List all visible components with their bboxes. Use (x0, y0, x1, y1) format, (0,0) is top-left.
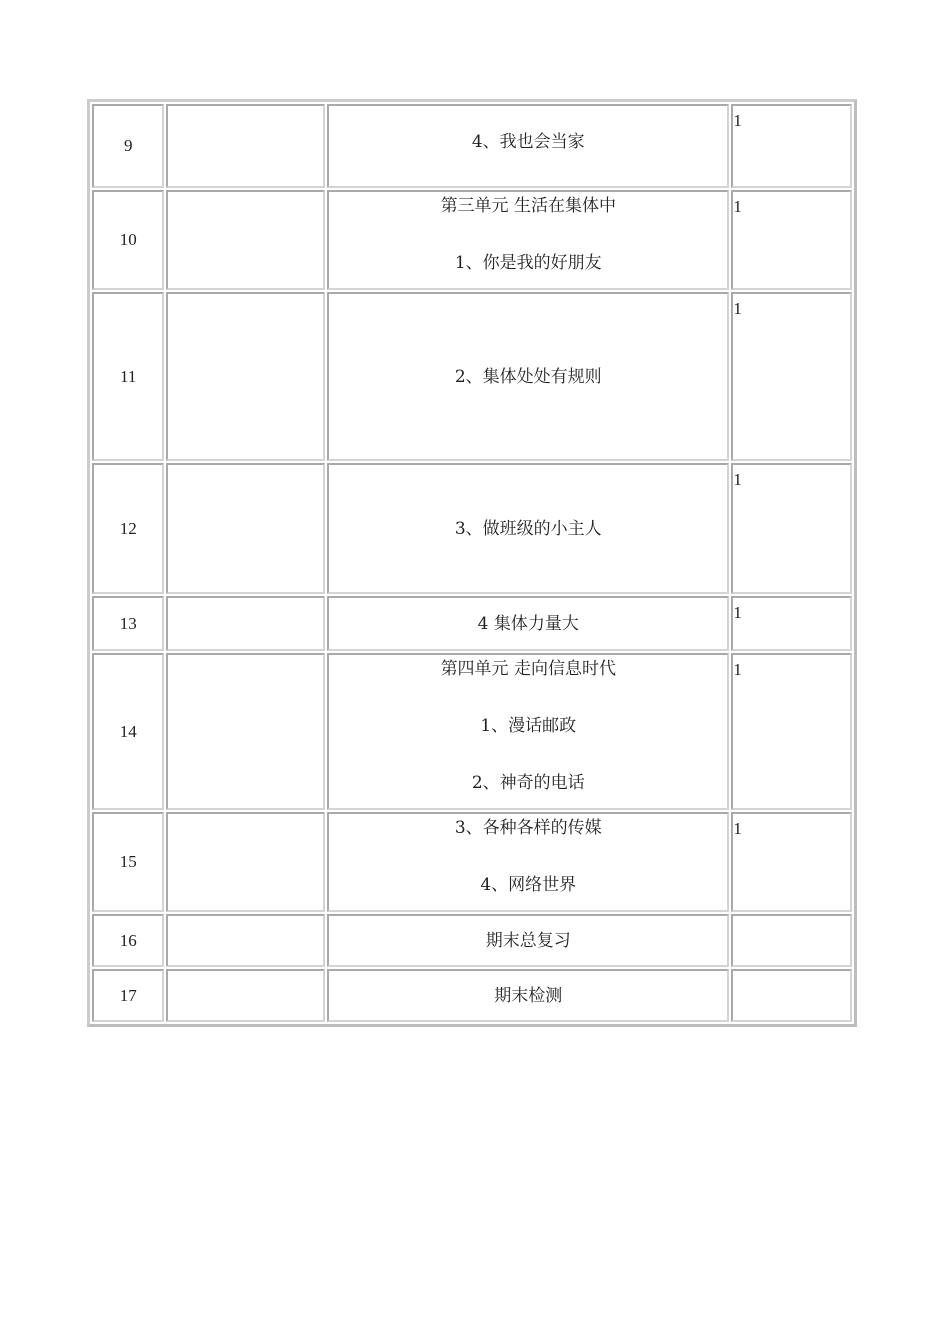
table-row (92, 104, 852, 188)
schedule-table-body (92, 104, 852, 1022)
content-cell (327, 596, 729, 651)
table-row (92, 292, 852, 461)
hours-value: 1 (733, 111, 742, 130)
empty-cell (166, 463, 325, 594)
hours-value: 1 (733, 197, 742, 216)
table-row (92, 812, 852, 912)
content-lines (329, 365, 727, 389)
content-line: 期末检测 (494, 985, 563, 1006)
content-lines (329, 657, 727, 795)
content-line: 2、神奇的电话 (471, 773, 585, 793)
empty-cell (166, 596, 325, 651)
content-cell (327, 653, 729, 810)
empty-cell (166, 812, 325, 912)
hours-value (733, 971, 850, 977)
week-cell: 12 (92, 463, 164, 594)
table-row (92, 596, 852, 651)
content-line: 第四单元 走向信息时代 (440, 659, 616, 679)
content-line: 4 集体力量大 (477, 613, 579, 634)
empty-cell (166, 969, 325, 1022)
week-cell: 16 (92, 914, 164, 967)
week-cell: 11 (92, 292, 164, 461)
content-lines (329, 929, 727, 953)
hours-cell (731, 104, 852, 188)
table-row (92, 463, 852, 594)
hours-cell (731, 596, 852, 651)
week-cell: 10 (92, 190, 164, 290)
hours-value (733, 916, 850, 922)
content-lines (329, 517, 727, 541)
content-cell (327, 190, 729, 290)
week-cell: 14 (92, 653, 164, 810)
table-row (92, 190, 852, 290)
empty-cell (166, 914, 325, 967)
hours-cell (731, 812, 852, 912)
table-row (92, 653, 852, 810)
table-row (92, 914, 852, 967)
hours-cell (731, 190, 852, 290)
schedule-table (87, 99, 857, 1027)
content-line: 第三单元 生活在集体中 (440, 196, 616, 216)
content-line: 1、漫话邮政 (480, 716, 577, 736)
week-cell: 15 (92, 812, 164, 912)
content-lines (329, 984, 727, 1008)
hours-value: 1 (733, 299, 742, 318)
content-lines (329, 816, 727, 897)
content-cell (327, 463, 729, 594)
empty-cell (166, 190, 325, 290)
week-cell: 9 (92, 104, 164, 188)
week-cell: 17 (92, 969, 164, 1022)
hours-value: 1 (733, 470, 742, 489)
hours-value: 1 (733, 819, 742, 838)
content-line: 3、做班级的小主人 (454, 518, 602, 539)
content-line: 3、各种各样的传媒 (454, 818, 602, 838)
hours-cell (731, 914, 852, 967)
hours-value: 1 (733, 660, 742, 679)
content-cell (327, 914, 729, 967)
content-lines (329, 130, 727, 154)
content-lines (329, 194, 727, 275)
hours-cell (731, 653, 852, 810)
hours-value: 1 (733, 603, 742, 622)
content-line: 1、你是我的好朋友 (454, 253, 602, 273)
content-cell (327, 969, 729, 1022)
content-line: 4、我也会当家 (471, 132, 585, 152)
content-line: 期末总复习 (485, 930, 571, 951)
week-cell: 13 (92, 596, 164, 651)
hours-cell (731, 463, 852, 594)
empty-cell (166, 653, 325, 810)
empty-cell (166, 104, 325, 188)
hours-cell (731, 292, 852, 461)
content-cell (327, 812, 729, 912)
content-cell (327, 292, 729, 461)
table-row (92, 969, 852, 1022)
content-lines (329, 612, 727, 636)
empty-cell (166, 292, 325, 461)
hours-cell (731, 969, 852, 1022)
content-cell (327, 104, 729, 188)
content-line: 2、集体处处有规则 (454, 366, 602, 387)
content-line: 4、网络世界 (480, 875, 577, 895)
